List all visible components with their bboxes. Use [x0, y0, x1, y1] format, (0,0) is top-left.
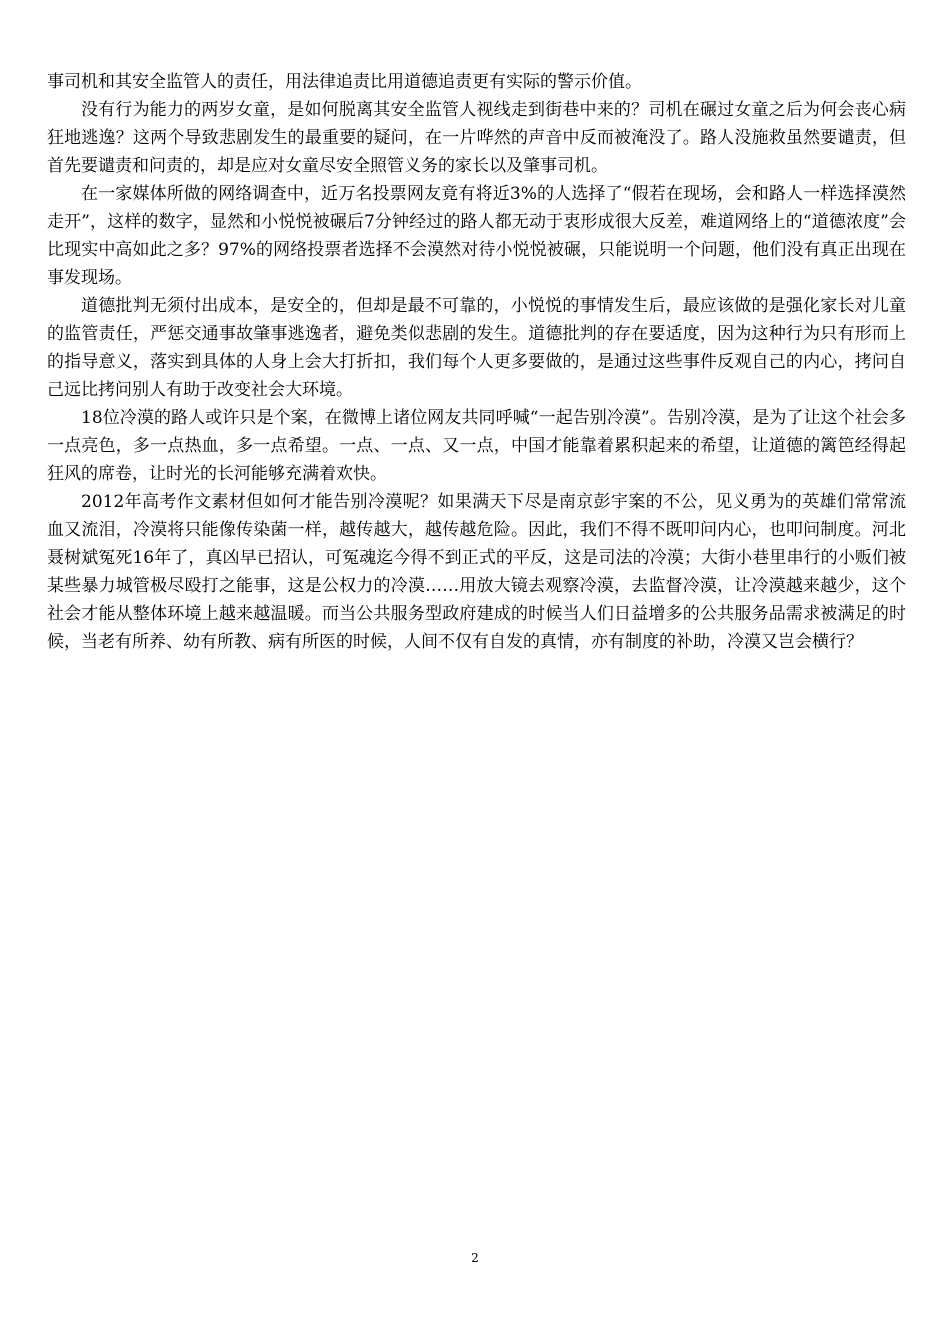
paragraph-4: 道德批判无须付出成本，是安全的，但却是最不可靠的，小悦悦的事情发生后，最应该做的是强化家长对儿童的监管责任，严惩交通事故肇事逃逸者，避免类似悲剧的发生。道德批判的存在要适度，因为这种行为只有形而上的指导意义，落实到具体的人身上会大打折扣，我们每个人更多要做的，是通过这些事件反观自己的内心，拷问自己远比拷问别人有助于改变社会大环境。 — [47, 296, 906, 400]
paragraph-6: 2012年高考作文素材但如何才能告别冷漠呢？如果满天下尽是南京彭宇案的不公，见义勇为的英雄们常常流血又流泪，冷漠将只能像传染菌一样，越传越大，越传越危险。因此，我们不得不既叩问内心，也叩问制度。河北聂树斌冤死16年了，真凶早已招认，可冤魂迄今得不到正式的平反，这是司法的冷漠；大街小巷里串行的小贩们被某些暴力城管极尽殴打之能事，这是公权力的冷漠……用放大镜去观察冷漠，去监督冷漠，让冷漠越来越少，这个社会才能从整体环境上越来越温暖。而当公共服务型政府建成的时候当人们日益增多的公共服务品需求被满足的时候，当老有所养、幼有所教、病有所医的时候，人间不仅有自发的真情，亦有制度的补助，冷漠又岂会横行？ — [47, 492, 906, 652]
paragraph-3: 在一家媒体所做的网络调查中，近万名投票网友竟有将近3%的人选择了“假若在现场，会和路人一样选择漠然走开”，这样的数字，显然和小悦悦被碾后7分钟经过的路人都无动于衷形成很大反差，难道网络上的“道德浓度”会比现实中高如此之多？97%的网络投票者选择不会漠然对待小悦悦被碾，只能说明一个问题，他们没有真正出现在事发现场。 — [47, 184, 906, 288]
paragraph-1: 事司机和其安全监管人的责任，用法律追责比用道德追责更有实际的警示价值。 — [47, 72, 642, 92]
paragraph-5: 18位冷漠的路人或许只是个案，在微博上诸位网友共同呼喊“一起告别冷漠”。告别冷漠，是为了让这个社会多一点亮色，多一点热血，多一点希望。一点、一点、又一点，中国才能靠着累积起来的希望，让道德的篱笆经得起狂风的席卷，让时光的长河能够充满着欢快。 — [47, 408, 906, 484]
page-number: 2 — [471, 1251, 479, 1265]
paragraph-2: 没有行为能力的两岁女童，是如何脱离其安全监管人视线走到街巷中来的？司机在碾过女童之后为何会丧心病狂地逃逸？这两个导致悲剧发生的最重要的疑问，在一片哗然的声音中反而被淹没了。路人没施救虽然要谴责，但首先要谴责和问责的，却是应对女童尽安全照管义务的家长以及肇事司机。 — [47, 100, 906, 176]
document-body — [47, 68, 906, 656]
